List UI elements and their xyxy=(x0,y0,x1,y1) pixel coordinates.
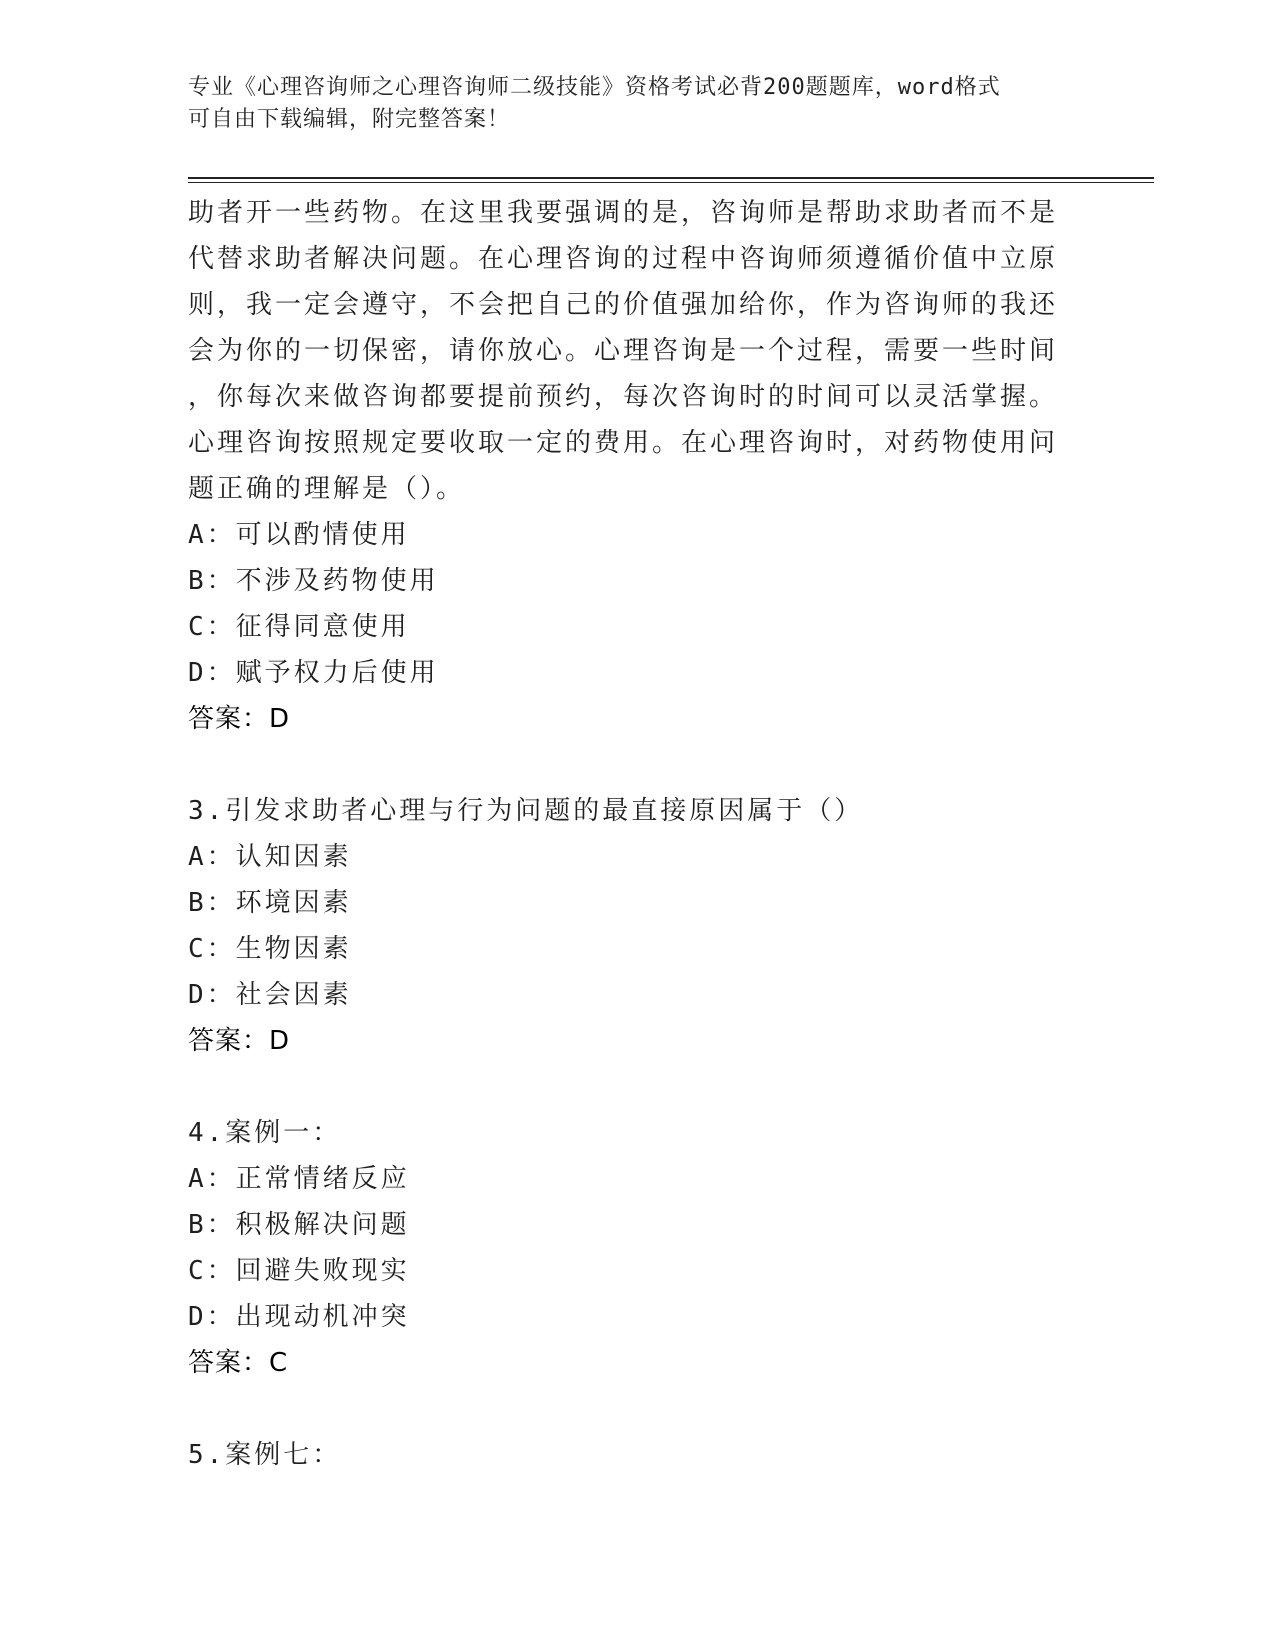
question-stem-line: 题正确的理解是（）。 xyxy=(188,474,466,504)
answer-line: 答案：C xyxy=(188,1348,289,1378)
question-stem-line: 则，我一定会遵守，不会把自己的价值强加给你，作为咨询师的我还 xyxy=(188,290,1059,320)
answer-line: 答案：D xyxy=(188,704,291,734)
question-5 xyxy=(188,1432,1088,1478)
question-stem-line: 会为你的一切保密，请你放心。心理咨询是一个过程，需要一些时间 xyxy=(188,336,1059,366)
header-title-line-1: 专业《心理咨询师之心理咨询师二级技能》资格考试必背200题题库，word格式 xyxy=(188,75,1001,100)
question-2 xyxy=(188,190,1088,742)
option-a: A：正常情绪反应 xyxy=(188,1164,410,1194)
spacer xyxy=(188,1386,1088,1432)
option-b: B：不涉及药物使用 xyxy=(188,566,439,596)
option-c: C：回避失败现实 xyxy=(188,1256,410,1286)
header-divider-thick xyxy=(188,177,1154,179)
question-3 xyxy=(188,788,1088,1064)
option-d: D：出现动机冲突 xyxy=(188,1302,410,1332)
question-4 xyxy=(188,1110,1088,1386)
option-c: C：征得同意使用 xyxy=(188,612,410,642)
option-a: A：可以酌情使用 xyxy=(188,520,410,550)
option-c: C：生物因素 xyxy=(188,934,352,964)
question-stem: 5.案例七： xyxy=(188,1440,342,1470)
answer-line: 答案：D xyxy=(188,1026,291,1056)
spacer xyxy=(188,1064,1088,1110)
document-body xyxy=(188,190,1088,1478)
option-a: A：认知因素 xyxy=(188,842,352,872)
question-stem-line: 助者开一些药物。在这里我要强调的是，咨询师是帮助求助者而不是 xyxy=(188,198,1059,228)
option-d: D：赋予权力后使用 xyxy=(188,658,439,688)
spacer xyxy=(188,742,1088,788)
question-stem-line: 心理咨询按照规定要收取一定的费用。在心理咨询时，对药物使用问 xyxy=(188,428,1059,458)
option-d: D：社会因素 xyxy=(188,980,352,1010)
question-stem: 4.案例一： xyxy=(188,1118,342,1148)
option-b: B：积极解决问题 xyxy=(188,1210,410,1240)
question-stem-line: 代替求助者解决问题。在心理咨询的过程中咨询师须遵循价值中立原 xyxy=(188,244,1059,274)
header-title-line-2: 可自由下载编辑，附完整答案！ xyxy=(188,107,511,132)
header-divider-thin xyxy=(188,182,1154,183)
document-header xyxy=(188,72,1088,136)
question-stem: 3.引发求助者心理与行为问题的最直接原因属于（） xyxy=(188,796,864,826)
option-b: B：环境因素 xyxy=(188,888,352,918)
question-stem-line: ，你每次来做咨询都要提前预约，每次咨询时的时间可以灵活掌握。 xyxy=(188,382,1059,412)
